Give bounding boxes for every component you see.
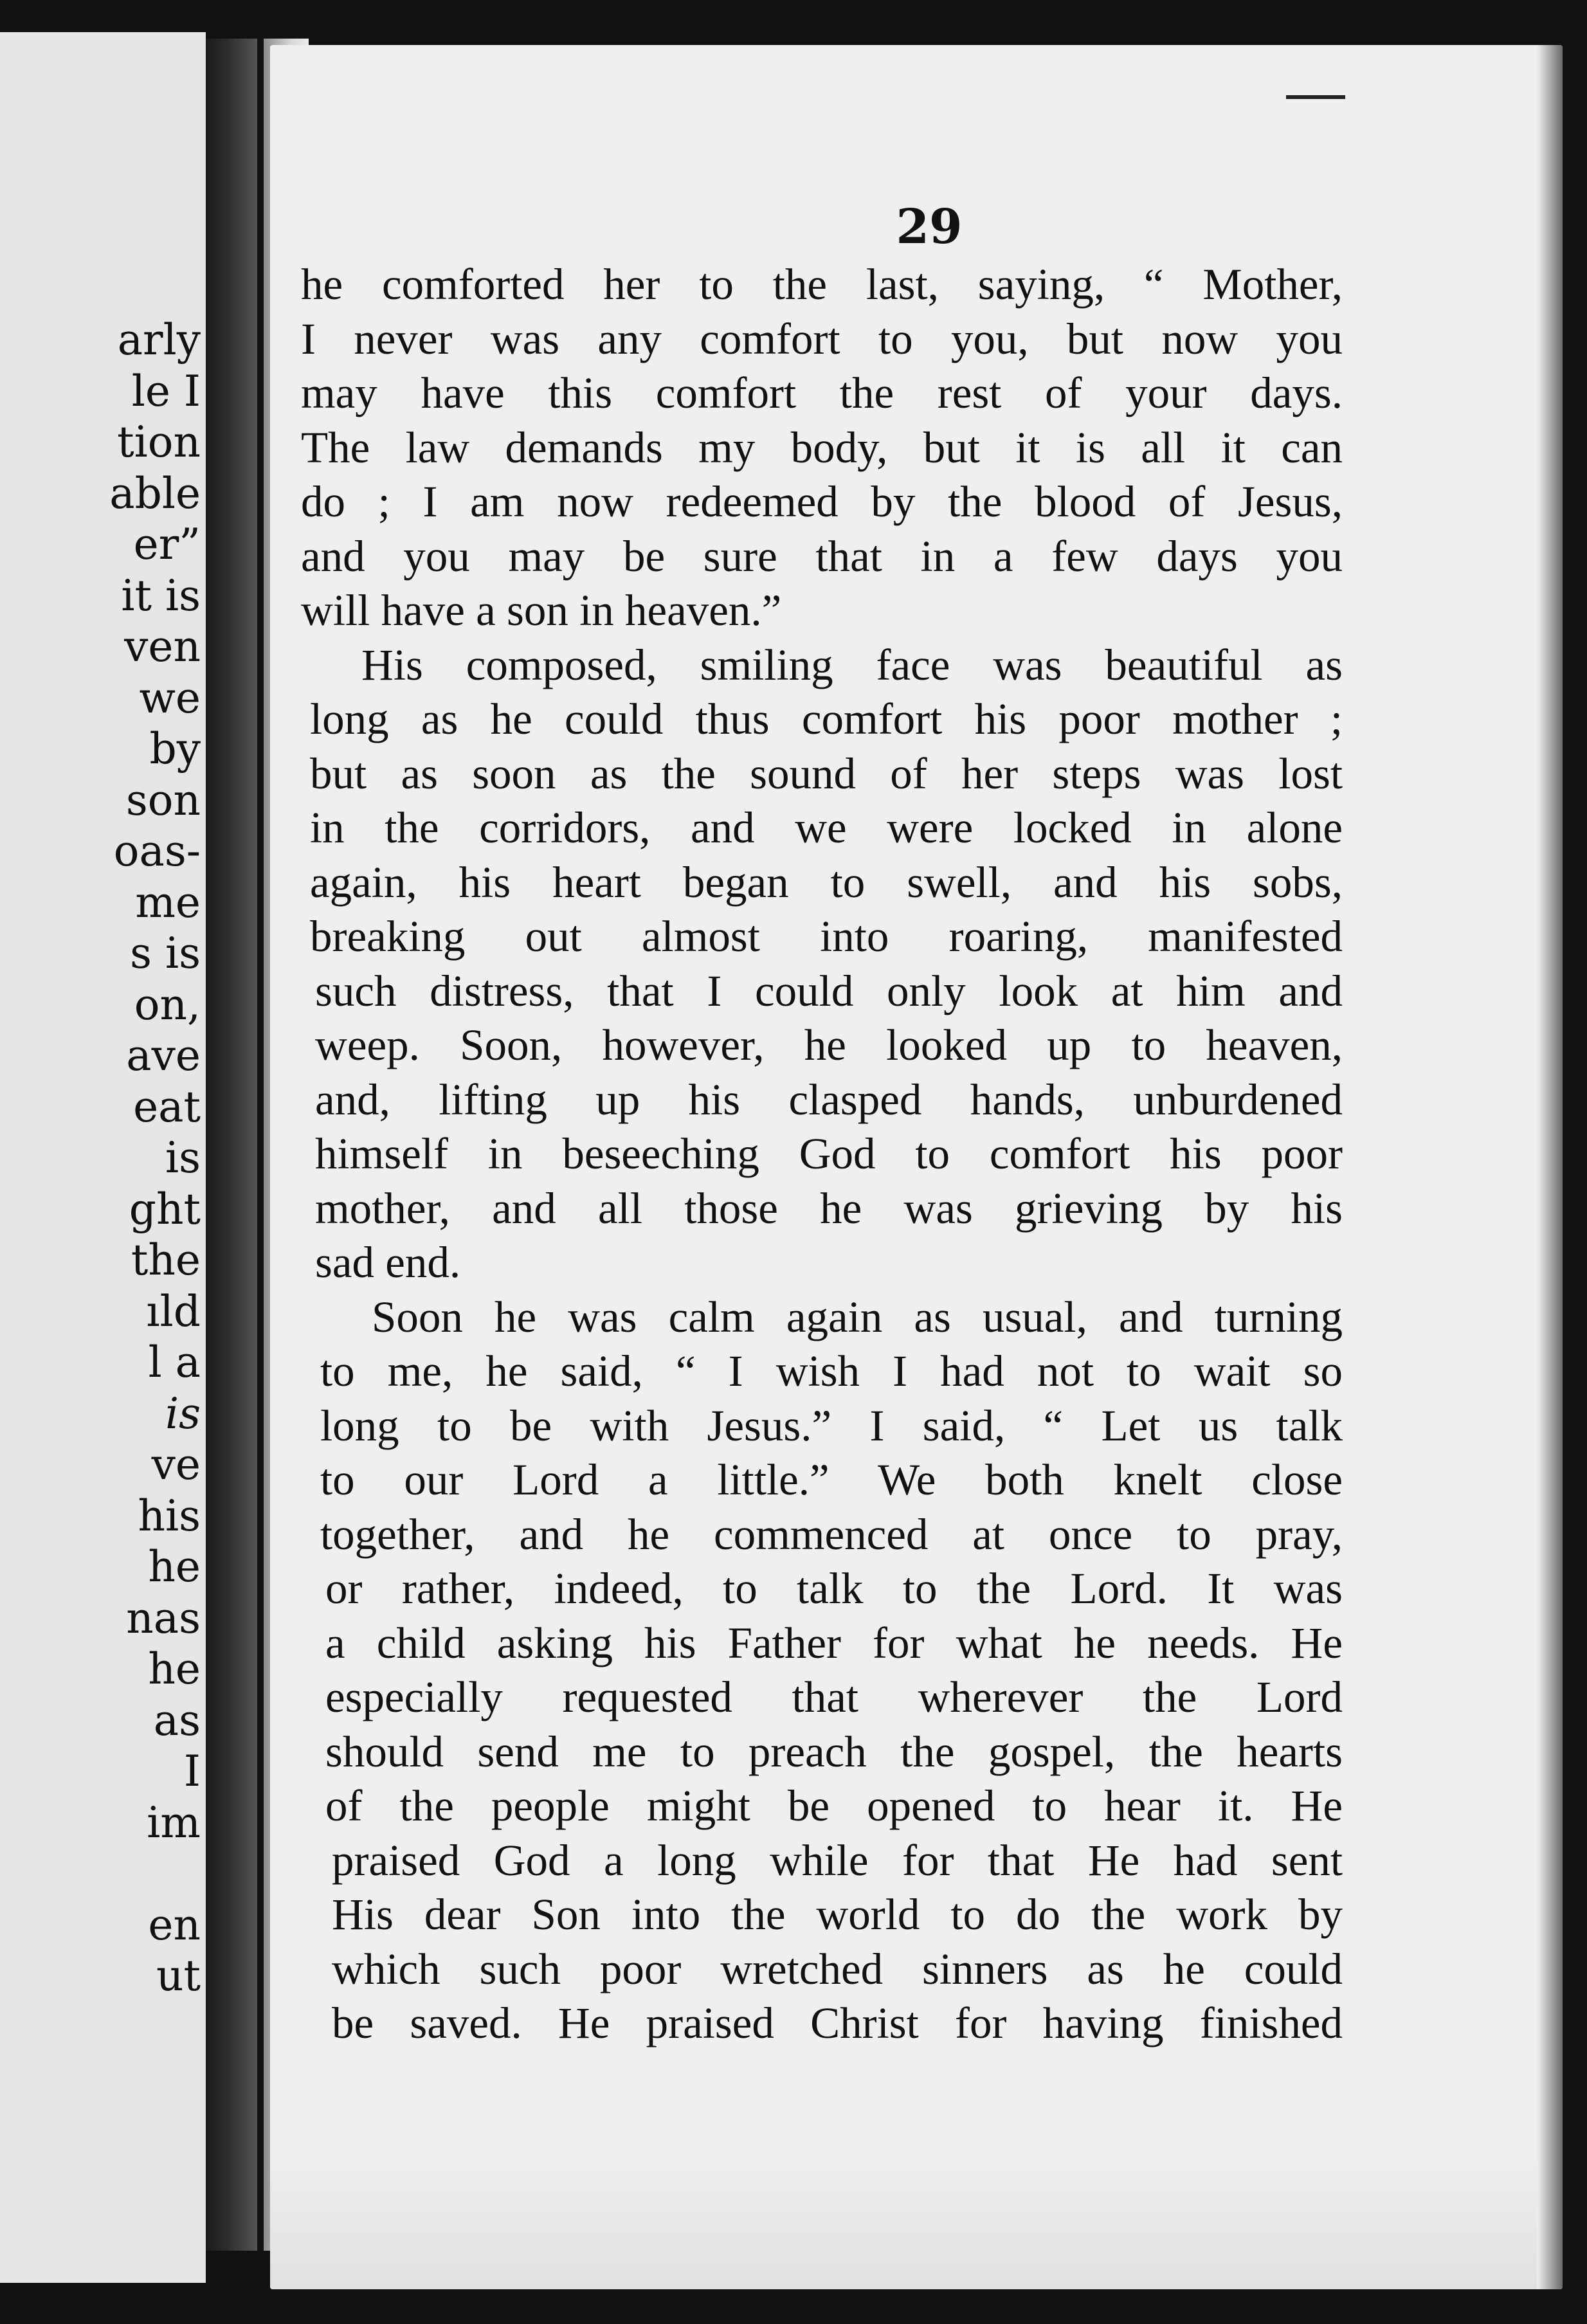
text-line: praised God a long while for that He had sent: [332, 1835, 1343, 1885]
text-line: and you may be sure that in a few days you: [301, 531, 1343, 581]
left-page-text-fragment: er”: [133, 520, 201, 569]
left-page-text-fragment: ave: [126, 1031, 201, 1080]
left-page-text-fragment: nas: [126, 1593, 201, 1643]
text-line: or rather, indeed, to talk to the Lord. It was: [325, 1564, 1343, 1613]
text-line: together, and he commenced at once to pray,: [320, 1509, 1343, 1559]
left-page-text-fragment: tion: [117, 417, 201, 467]
left-page-text-fragment: oas-: [113, 826, 201, 876]
left-page-text-fragment: s is: [130, 929, 201, 978]
left-page-text-fragment: im: [147, 1797, 201, 1847]
text-line: to me, he said, “ I wish I had not to wait so: [320, 1347, 1343, 1395]
page-bottom-shading: [270, 2148, 1563, 2289]
left-page-text-fragment: le I: [131, 366, 201, 416]
left-page-text-fragment: he: [148, 1644, 201, 1694]
text-line: such distress, that I could only look at him and: [315, 966, 1343, 1015]
text-line: long to be with Jesus.” I said, “ Let us talk: [320, 1401, 1343, 1450]
text-line: should send me to preach the gospel, the hearts: [325, 1727, 1343, 1776]
text-line: will have a son in heaven.”: [301, 586, 782, 635]
text-line: and, lifting up his clasped hands, unburdened: [315, 1075, 1343, 1124]
left-page-text-fragment: ven: [124, 622, 201, 671]
left-page-text-fragment: ve: [151, 1440, 201, 1489]
body-text: [301, 257, 1343, 2051]
text-line: to our Lord a little.” We both knelt close: [320, 1455, 1343, 1504]
left-page-text-fragment: he: [148, 1542, 201, 1592]
left-page-text-fragment: ıld: [146, 1286, 201, 1336]
text-line: may have this comfort the rest of your days.: [301, 368, 1343, 417]
left-page-text-fragment: is: [165, 1388, 201, 1439]
left-page-text-fragment: en: [148, 1900, 201, 1950]
text-line: mother, and all those he was grieving by his: [315, 1183, 1343, 1233]
left-page-text-fragment: his: [138, 1491, 201, 1541]
text-line: himself in beseeching God to comfort his poor: [315, 1129, 1343, 1178]
left-page-text-fragment: by: [149, 724, 201, 774]
book-gutter-shadow: [206, 39, 257, 2251]
text-line: a child asking his Father for what he needs. He: [325, 1618, 1343, 1667]
text-line: sad end.: [315, 1238, 461, 1287]
left-page-text-fragment: on,: [134, 979, 201, 1030]
text-line: again, his heart began to swell, and his sobs,: [310, 857, 1343, 907]
left-page-text-fragment: ut: [156, 1951, 201, 2001]
text-line: long as he could thus comfort his poor mother ;: [310, 694, 1343, 743]
page-right-edge: [1537, 45, 1563, 2289]
left-page-text-fragment: l a: [148, 1338, 201, 1387]
left-page-text-fragment: son: [125, 775, 201, 825]
text-line: especially requested that wherever the Lord: [325, 1673, 1343, 1721]
left-page-text-fragment: it is: [121, 570, 201, 621]
text-line: of the people might be opened to hear it. He: [325, 1781, 1343, 1830]
left-page-text-fragment: able: [109, 468, 201, 518]
left-page-text-fragment: as: [153, 1695, 201, 1745]
text-line: breaking out almost into roaring, manifested: [310, 912, 1343, 961]
left-page-text-fragment: me: [135, 877, 201, 927]
left-page-text-fragment: we: [139, 673, 201, 723]
left-page-text-fragment: the: [131, 1235, 201, 1285]
text-line: His composed, smiling face was beautiful as: [361, 640, 1343, 689]
text-line: His dear Son into the world to do the work by: [332, 1890, 1343, 1939]
page-number: 29: [896, 199, 963, 255]
left-page-text-fragment: eat: [133, 1082, 201, 1132]
text-line: which such poor wretched sinners as he could: [332, 1944, 1343, 1993]
left-page-text-fragment: ght: [129, 1184, 201, 1234]
right-page: [270, 45, 1563, 2289]
text-line: he comforted her to the last, saying, “ Mother,: [301, 260, 1343, 309]
text-line: Soon he was calm again as usual, and turning: [372, 1292, 1343, 1341]
left-page-fragment: [0, 32, 206, 2283]
left-page-text-fragment: I: [183, 1747, 201, 1796]
text-line: The law demands my body, but it is all it can: [301, 422, 1343, 472]
top-rule-mark: [1286, 95, 1345, 99]
text-line: I never was any comfort to you, but now you: [301, 314, 1343, 363]
text-line: but as soon as the sound of her steps was lost: [310, 749, 1343, 798]
text-line: do ; I am now redeemed by the blood of Jesus,: [301, 477, 1343, 526]
left-page-text-fragment: is: [165, 1133, 201, 1183]
text-line: weep. Soon, however, he looked up to heaven,: [315, 1021, 1343, 1069]
left-page-text-fragment: arly: [117, 315, 201, 365]
text-line: be saved. He praised Christ for having finished: [332, 1999, 1343, 2047]
text-line: in the corridors, and we were locked in alone: [310, 803, 1343, 852]
